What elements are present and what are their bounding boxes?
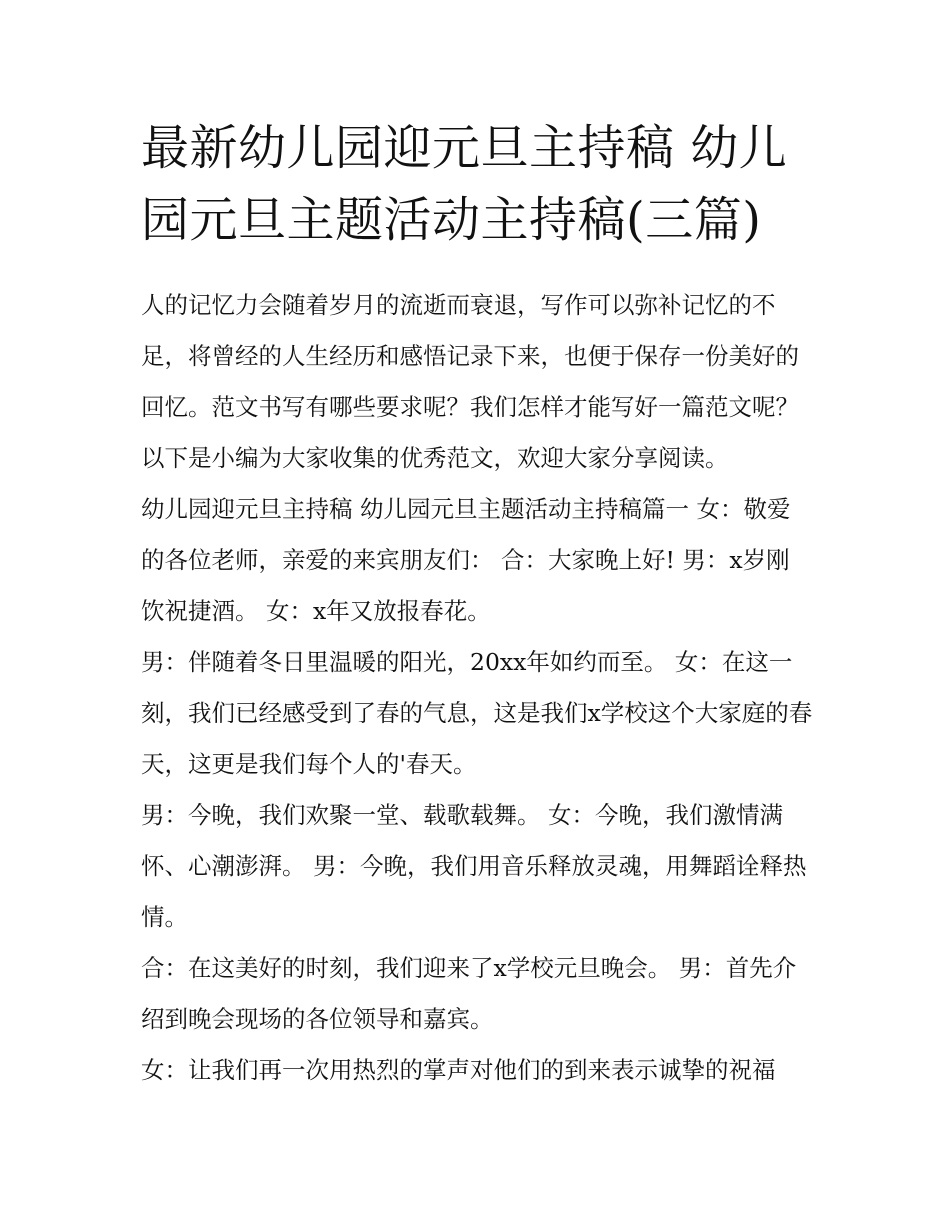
paragraph-intro: 人的记忆力会随着岁月的流逝而衰退，写作可以弥补记忆的不足，将曾经的人生经历和感悟记录下来，也便于保存一份美好的回忆。范文书写有哪些要求呢？我们怎样才能写好一篇范文呢？以下是小编为大家收集的优秀范文，欢迎大家分享阅读。 <box>141 291 799 472</box>
document-title <box>141 112 813 256</box>
title-line-1: 最新幼儿园迎元旦主持稿 幼儿 <box>141 120 788 176</box>
title-line-2: 园元旦主题活动主持稿(三篇) <box>141 192 762 248</box>
document-content <box>141 112 813 1096</box>
paragraph-gala: 合：在这美好的时刻，我们迎来了x学校元旦晚会。 男：首先介绍到晚会现场的各位领导和嘉宾。 <box>141 954 797 1033</box>
paragraph-applause: 女：让我们再一次用热烈的掌声对他们的到来表示诚挚的祝福 <box>141 1056 776 1084</box>
paragraph-tonight: 男：今晚，我们欢聚一堂、载歌载舞。 女：今晚，我们激情满怀、心潮澎湃。 男：今晚，我们用音乐释放灵魂，用舞蹈诠释热情。 <box>141 801 807 931</box>
paragraph-new-year: 男：伴随着冬日里温暖的阳光，20xx年如约而至。 女：在这一刻，我们已经感受到了春的气息，这是我们x学校这个大家庭的春天，这更是我们每个人的'春天。 <box>141 648 813 778</box>
paragraph-opening: 幼儿园迎元旦主持稿 幼儿园元旦主题活动主持稿篇一 女：敬爱的各位老师，亲爱的来宾朋友们： 合：大家晚上好! 男：x岁刚饮祝捷酒。 女：x年又放报春花。 <box>141 495 791 625</box>
document-body <box>141 280 813 1096</box>
